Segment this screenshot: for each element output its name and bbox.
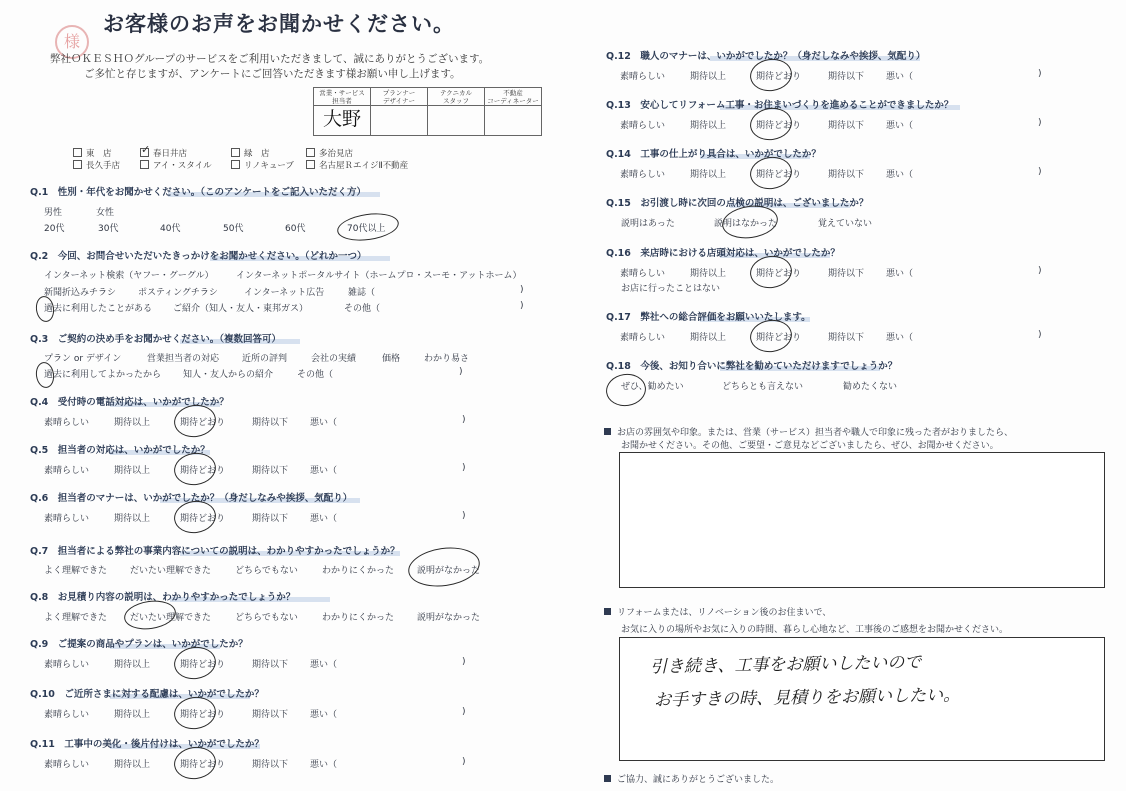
store-tajimi[interactable] (306, 147, 353, 159)
q9-opt-6: ) (462, 657, 466, 667)
q9-opt-1[interactable]: 素晴らしい (44, 660, 90, 670)
q2-opt-portal[interactable]: インターネットポータルサイト（ホームプロ・スーモ・アットホーム） (236, 271, 522, 281)
q1-age-40[interactable]: 40代 (160, 224, 181, 234)
q12-opt-1[interactable]: 素晴らしい (620, 72, 666, 82)
answer-circle-mark (604, 371, 648, 408)
q16-opt-4[interactable]: 期待以下 (828, 269, 865, 279)
q13-opt-2[interactable]: 期待以上 (690, 121, 727, 131)
q1-title: Q.1 性別・年代をお聞かせください。（このアンケートをご記入いただく方） (30, 187, 366, 198)
q2-bracket-close: ) (520, 285, 524, 295)
q14-opt-1[interactable]: 素晴らしい (620, 170, 666, 180)
q9-opt-3[interactable]: 期待どおり (180, 660, 226, 670)
q8-opt-5[interactable]: 説明がなかった (417, 613, 481, 623)
q10-opt-3[interactable]: 期待どおり (180, 710, 226, 720)
q11-title: Q.11 工事中の美化・後片付けは、いかがでしたか？ (30, 739, 264, 750)
q5-opt-3[interactable]: 期待どおり (180, 466, 226, 476)
q12-opt-3[interactable]: 期待どおり (756, 72, 802, 82)
q6-title: Q.6 担当者のマナーは、いかがでしたか？（身だしなみや挨拶、気配り） (30, 493, 353, 504)
q9-opt-4[interactable]: 期待以下 (252, 660, 289, 670)
q10-opt-2[interactable]: 期待以上 (114, 710, 151, 720)
q9-title: Q.9 ご提案の商品やプランは、いかがでしたか？ (30, 639, 248, 650)
q3-title: Q.3 ご契約の決め手をお聞かせください。（複数回答可） (30, 334, 282, 345)
q4-opt-2[interactable]: 期待以上 (114, 418, 151, 428)
q10-opt-5[interactable]: 悪い（ (310, 710, 338, 720)
q3-opt-clarity[interactable]: わかり易さ (424, 354, 470, 364)
q7-opt-2[interactable]: だいたい理解できた (130, 566, 212, 576)
q11-opt-3[interactable]: 期待どおり (180, 760, 226, 770)
q12-opt-5[interactable]: 悪い（ (886, 72, 914, 82)
q13-opt-1[interactable]: 素晴らしい (620, 121, 666, 131)
store-label: 春日井店 (153, 149, 188, 159)
q15-opt-2[interactable]: 説明はなかった (714, 219, 778, 229)
checkbox-icon (231, 148, 240, 157)
q14-opt-5[interactable]: 悪い（ (886, 170, 914, 180)
q8-opt-2[interactable]: だいたい理解できた (130, 613, 212, 623)
staff-header-planner: プランナー デザイナー (371, 88, 428, 106)
q11-opt-4[interactable]: 期待以下 (252, 760, 289, 770)
q3-opt-referral[interactable]: 知人・友人からの紹介 (183, 370, 274, 380)
q6-opt-6: ) (462, 511, 466, 521)
q14-opt-2[interactable]: 期待以上 (690, 170, 727, 180)
store-label: 東 店 (86, 149, 112, 159)
staff-header-realestate: 不動産 コーディネーター (485, 88, 542, 106)
q5-opt-1[interactable]: 素晴らしい (44, 466, 90, 476)
q10-title: Q.10 ご近所さまに対する配慮は、いかがでしたか？ (30, 689, 264, 700)
q1-female[interactable]: 女性 (96, 208, 115, 218)
answer-circle-mark (406, 543, 483, 591)
store-kasugai[interactable] (140, 143, 188, 159)
checkbox-checked-icon: ✓ (141, 143, 151, 156)
q17-title: Q.17 弊社への総合評価をお願いいたします。 (606, 312, 811, 323)
comment-prompt-2: リフォームまたは、リノベーション後のお住まいで、 (604, 605, 831, 618)
staff-value-planner[interactable] (371, 106, 428, 136)
q14-opt-4[interactable]: 期待以下 (828, 170, 865, 180)
staff-value-realestate[interactable] (485, 106, 542, 136)
q18-opt-2[interactable]: どちらとも言えない (722, 382, 804, 392)
checkbox-icon (231, 160, 240, 169)
q13-opt-3[interactable]: 期待どおり (756, 121, 802, 131)
q7-title: Q.7 担当者による弊社の事業内容についての説明は、わかりやすかったでしょうか？ (30, 546, 400, 557)
q2-opt-past[interactable]: 過去に利用したことがある (44, 304, 153, 314)
q3-opt-reputation[interactable]: 近所の評判 (242, 354, 288, 364)
q14-title: Q.14 工事の仕上がり具合は、いかがでしたか？ (606, 149, 821, 160)
q17-opt-1[interactable]: 素晴らしい (620, 333, 666, 343)
q14-opt-6: ) (1038, 167, 1042, 177)
q14-opt-3[interactable]: 期待どおり (756, 170, 802, 180)
q2-opt-other[interactable]: その他（ (344, 304, 381, 314)
comment-prompt-1b: お聞かせください。その他、ご要望・ご意見などございましたら、ぜひ、お聞かせください。 (621, 441, 999, 451)
q4-opt-5[interactable]: 悪い（ (310, 418, 338, 428)
q5-title: Q.5 担当者の対応は、いかがでしたか？ (30, 445, 210, 456)
q5-opt-2[interactable]: 期待以上 (114, 466, 151, 476)
q2-title: Q.2 今回、お問合せいただいたきっかけをお聞かせください。（どれか一つ） (30, 251, 367, 262)
comment-prompt-2b: お気に入りの場所やお気に入りの時間、暮らし心地など、工事後のご感想をお聞かせください。 (621, 625, 1009, 635)
q11-opt-6: ) (462, 757, 466, 767)
q16-opt-6: ) (1038, 266, 1042, 276)
intro-line-1: 弊社ＯＫＥＳＨＯグループのサービスをご利用いただきまして、誠にありがとうございます。 (50, 53, 490, 65)
q10-opt-6: ) (462, 707, 466, 717)
comment-box-impressions[interactable] (619, 452, 1105, 588)
q18-opt-3[interactable]: 勧めたくない (843, 382, 898, 392)
q15-opt-3[interactable]: 覚えていない (818, 219, 873, 229)
store-renocube[interactable] (231, 159, 294, 171)
q12-opt-4[interactable]: 期待以下 (828, 72, 865, 82)
q12-opt-6: ) (1038, 69, 1042, 79)
q2-opt-magazine[interactable]: 雑誌（ (348, 288, 376, 298)
q11-opt-2[interactable]: 期待以上 (114, 760, 151, 770)
q17-opt-2[interactable]: 期待以上 (690, 333, 727, 343)
q15-opt-1[interactable]: 説明はあった (621, 219, 675, 229)
q6-opt-5[interactable]: 悪い（ (310, 514, 338, 524)
q2-opt-newspaper[interactable]: 新聞折込みチラシ (44, 288, 117, 298)
checkbox-icon (73, 148, 82, 157)
q5-opt-5[interactable]: 悪い（ (310, 466, 338, 476)
store-label: 緑 店 (244, 149, 270, 159)
q7-opt-5[interactable]: 説明がなかった (417, 566, 481, 576)
bullet-square-icon (604, 428, 611, 435)
q4-opt-3[interactable]: 期待どおり (180, 418, 226, 428)
q8-title: Q.8 お見積り内容の説明は、わかりやすかったでしょうか？ (30, 592, 296, 603)
checkbox-icon (306, 160, 315, 169)
staff-name: 大野 (322, 107, 361, 130)
comment-prompt-1: お店の雰囲気や印象。または、営業（サービス）担当者や職人で印象に残った者がおりましたら、 (604, 425, 1013, 438)
handwritten-comment-line-2: お手すきの時、見積りをお願いしたい。 (653, 685, 961, 711)
q11-opt-5[interactable]: 悪い（ (310, 760, 338, 770)
q12-title: Q.12 職人のマナーは、いかがでしたか？（身だしなみや挨拶、気配り） (606, 51, 926, 62)
q6-opt-3[interactable]: 期待どおり (180, 514, 226, 524)
q12-opt-2[interactable]: 期待以上 (690, 72, 727, 82)
q16-opt-5[interactable]: 悪い（ (886, 269, 914, 279)
checkbox-icon (140, 160, 149, 169)
q13-opt-4[interactable]: 期待以下 (828, 121, 865, 131)
q6-opt-4[interactable]: 期待以下 (252, 514, 289, 524)
intro-line-2: ご多忙と存じますが、アンケートにご回答いただきます様お願い申し上げます。 (84, 68, 461, 80)
q18-opt-1[interactable]: ぜひ、勧めたい (621, 382, 684, 392)
q4-opt-4[interactable]: 期待以下 (252, 418, 289, 428)
q17-opt-5[interactable]: 悪い（ (886, 333, 914, 343)
staff-header-technical: テクニカル スタッフ (428, 88, 485, 106)
q4-opt-1[interactable]: 素晴らしい (44, 418, 90, 428)
page-title: お客様のお声をお聞かせください。 (103, 12, 455, 36)
q2-bracket-close-2: ) (520, 301, 524, 311)
q8-opt-3[interactable]: どちらでもない (235, 613, 298, 623)
q9-opt-2[interactable]: 期待以上 (114, 660, 151, 670)
q4-title: Q.4 受付時の電話対応は、いかがでしたか？ (30, 397, 229, 408)
q10-opt-1[interactable]: 素晴らしい (44, 710, 90, 720)
store-seal: 様 (55, 25, 89, 59)
store-istyle[interactable] (140, 159, 212, 171)
q6-opt-1[interactable]: 素晴らしい (44, 514, 90, 524)
q4-opt-6: ) (462, 415, 466, 425)
staff-header-sales: 営業・サービス 担当者 (314, 88, 371, 106)
store-midori[interactable] (231, 147, 270, 159)
q18-title: Q.18 今後、お知り合いに弊社を勧めていただけますでしょうか？ (606, 361, 898, 372)
q16-opt-3[interactable]: 期待どおり (756, 269, 802, 279)
q11-opt-1[interactable]: 素晴らしい (44, 760, 90, 770)
q1-age-70plus[interactable]: 70代以上 (347, 224, 386, 234)
q1-age-20[interactable]: 20代 (44, 224, 65, 234)
q15-title: Q.15 お引渡し時に次回の点検の説明は、ございましたか？ (606, 198, 869, 209)
store-label: 長久手店 (86, 161, 121, 171)
q1-male[interactable]: 男性 (44, 208, 63, 218)
store-higashi[interactable] (73, 147, 112, 159)
q7-opt-4[interactable]: わかりにくかった (322, 566, 395, 576)
q1-age-30[interactable]: 30代 (98, 224, 119, 234)
q3-opt-sales[interactable]: 営業担当者の対応 (147, 354, 220, 364)
q7-opt-1[interactable]: よく理解できた (44, 566, 108, 576)
q1-age-60[interactable]: 60代 (285, 224, 306, 234)
q13-title: Q.13 安心してリフォーム工事・お住まいづくりを進めることができましたか？ (606, 100, 954, 111)
store-nagoya[interactable] (306, 159, 408, 171)
staff-value-sales[interactable] (314, 106, 371, 136)
q17-opt-6: ) (1038, 330, 1042, 340)
q17-opt-3[interactable]: 期待どおり (756, 333, 802, 343)
q3-opt-plan[interactable]: プラン or デザイン (44, 354, 122, 364)
comment-box-afterthoughts[interactable] (619, 637, 1105, 761)
q10-opt-4[interactable]: 期待以下 (252, 710, 289, 720)
q13-opt-5[interactable]: 悪い（ (886, 121, 914, 131)
answer-circle-mark (34, 295, 55, 323)
checkbox-icon (306, 148, 315, 157)
q16-opt-1[interactable]: 素晴らしい (620, 269, 666, 279)
q2-opt-posting[interactable]: ポスティングチラシ (138, 288, 218, 298)
handwritten-comment-line-1: 引き続き、工事をお願いしたいので (649, 652, 922, 678)
answer-circle-mark (34, 361, 55, 389)
q3-opt-track[interactable]: 会社の実績 (311, 354, 357, 364)
q8-opt-1[interactable]: よく理解できた (44, 613, 108, 623)
q17-opt-4[interactable]: 期待以下 (828, 333, 865, 343)
store-nagakute[interactable] (73, 159, 120, 171)
answer-circle-mark (335, 210, 400, 244)
q5-opt-4[interactable]: 期待以下 (252, 466, 289, 476)
q3-opt-other[interactable]: その他（ (297, 370, 334, 380)
footer-thanks: ご協力、誠にありがとうございました。 (604, 772, 779, 785)
q13-opt-6: ) (1038, 118, 1042, 128)
staff-table (313, 87, 542, 136)
q5-opt-6: ) (462, 463, 466, 473)
bullet-square-icon (604, 775, 611, 782)
q9-opt-5[interactable]: 悪い（ (310, 660, 338, 670)
q3-bracket-close: ) (459, 367, 463, 377)
store-label: リノキューブ (244, 161, 294, 171)
store-label: 名古屋ＲエイジⅡ不動産 (319, 161, 409, 171)
q8-opt-4[interactable]: わかりにくかった (322, 613, 395, 623)
q16-title: Q.16 来店時における店頭対応は、いかがでしたか？ (606, 248, 840, 259)
bullet-square-icon (604, 608, 611, 615)
q3-opt-past[interactable]: 過去に利用してよかったから (44, 370, 162, 380)
store-label: 多治見店 (319, 149, 354, 159)
store-label: アイ・スタイル (153, 161, 212, 171)
checkbox-icon (73, 160, 82, 169)
q16-opt-2[interactable]: 期待以上 (690, 269, 727, 279)
q2-opt-search[interactable]: インターネット検索（ヤフー・グーグル） (44, 271, 214, 281)
q6-opt-2[interactable]: 期待以上 (114, 514, 151, 524)
q2-opt-referral[interactable]: ご紹介（知人・友人・東邦ガス） (173, 304, 309, 314)
q2-opt-ad[interactable]: インターネット広告 (244, 288, 325, 298)
q7-opt-3[interactable]: どちらでもない (235, 566, 298, 576)
q16-opt-never[interactable]: お店に行ったことはない (621, 284, 721, 294)
q3-opt-price[interactable]: 価格 (382, 354, 401, 364)
staff-value-technical[interactable] (428, 106, 485, 136)
q1-age-50[interactable]: 50代 (223, 224, 244, 234)
